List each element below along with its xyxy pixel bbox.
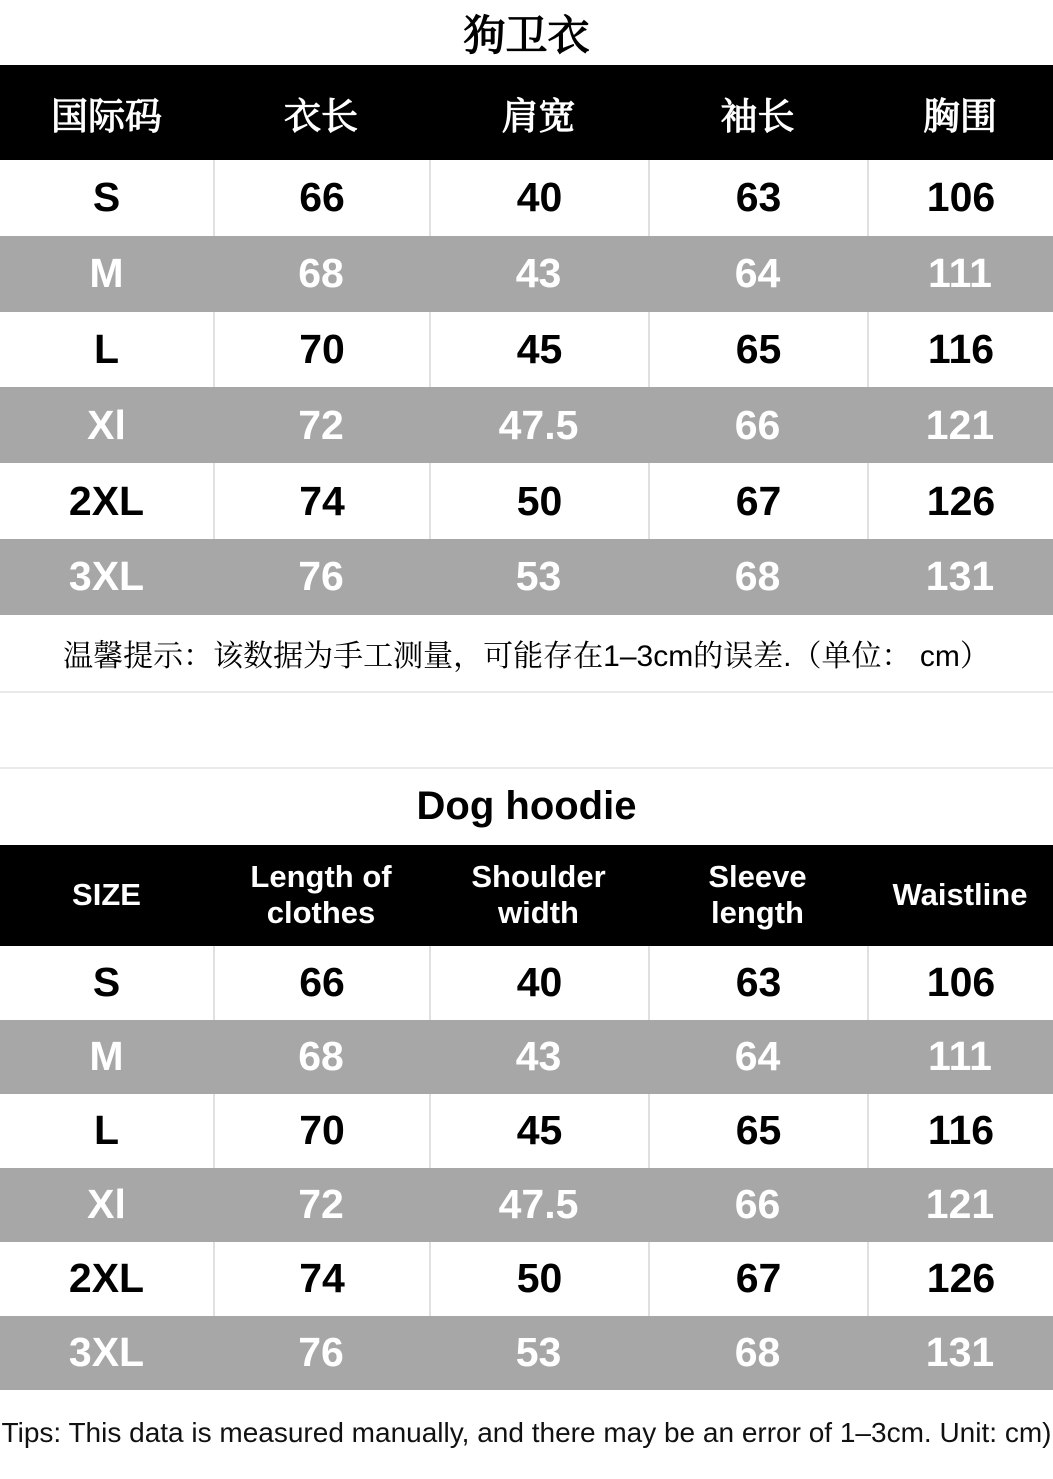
value-cell: 53 [515,1329,562,1376]
value-cell: 53 [515,553,562,600]
value-cell: 126 [867,463,1053,539]
value-cell: 68 [734,553,781,600]
size-chart-cn [0,65,1053,769]
size-chart-en [0,845,1053,1390]
table-row [0,1168,1053,1242]
table-header-row-cn [0,65,1053,160]
value-cell: 47.5 [498,401,579,448]
header-cell-chest: 胸围 [923,95,997,137]
value-cell: 66 [734,1181,781,1228]
value-cell: 66 [734,401,781,448]
value-cell: 126 [867,1242,1053,1316]
table-row [0,539,1053,615]
value-cell: 50 [429,463,648,539]
table-row [0,236,1053,312]
value-cell: 40 [429,946,648,1020]
page-title-cn: 狗卫衣 [463,11,590,59]
header-cell-waistline: Waistline [892,876,1028,912]
table-row [0,387,1053,463]
size-cell: L [93,1107,120,1154]
table-row [0,946,1053,1020]
header-cell-sleeve: 袖长 [720,95,795,137]
value-cell: 121 [925,401,995,448]
size-cell: Xl [87,1181,126,1228]
value-cell: 106 [867,946,1053,1020]
value-cell: 66 [213,946,429,1020]
header-cell-size: SIZE [72,876,141,912]
value-cell: 70 [213,312,429,388]
value-cell: 74 [213,463,429,539]
table-header-row-en [0,845,1053,946]
value-cell: 111 [928,1033,992,1080]
value-cell: 63 [648,946,867,1020]
table-row [0,1020,1053,1094]
size-cell: S [92,959,121,1006]
value-cell: 43 [515,1033,562,1080]
value-cell: 74 [213,1242,429,1316]
header-cell-shoulder: 肩宽 [501,95,576,137]
value-cell: 66 [213,160,429,236]
page-title-en: Dog hoodie [416,784,637,829]
value-cell: 43 [515,250,562,297]
size-cell: M [89,250,124,297]
table-row [0,463,1053,539]
value-cell: 68 [298,250,344,297]
value-cell: 72 [298,1181,344,1228]
measurement-tip-cn: 温馨提示：该数据为手工测量，可能存在1–3cm的误差.（单位： cm） [0,615,1053,693]
measurement-tip-en: Tips: This data is measured manually, and there may be an error of 1–3cm. Unit: cm) [0,1390,1053,1479]
value-cell: 116 [867,1094,1053,1168]
size-cell: 2XL [68,1255,145,1302]
empty-row [0,693,1053,769]
size-cell: 2XL [68,477,145,524]
size-cell: 3XL [68,1329,145,1376]
header-cell-length: Length of clothes [250,858,392,931]
size-cell: L [93,325,120,372]
value-cell: 65 [648,312,867,388]
header-cell-length: 衣长 [284,95,358,137]
value-cell: 67 [648,1242,867,1316]
value-cell: 72 [298,401,344,448]
value-cell: 45 [429,1094,648,1168]
value-cell: 131 [925,1329,995,1376]
value-cell: 67 [648,463,867,539]
size-cell: Xl [87,401,126,448]
value-cell: 45 [429,312,648,388]
header-cell-sleeve: Sleeve length [708,858,807,931]
value-cell: 47.5 [498,1181,579,1228]
table-row [0,312,1053,388]
value-cell: 63 [648,160,867,236]
table-row [0,1094,1053,1168]
value-cell: 50 [429,1242,648,1316]
value-cell: 76 [298,1329,344,1376]
size-cell: M [89,1033,124,1080]
value-cell: 70 [213,1094,429,1168]
value-cell: 111 [928,250,992,297]
value-cell: 65 [648,1094,867,1168]
table-row [0,1242,1053,1316]
value-cell: 64 [734,250,781,297]
value-cell: 121 [925,1181,995,1228]
table-row [0,160,1053,236]
header-cell-shoulder: Shoulder width [471,858,606,931]
value-cell: 40 [429,160,648,236]
value-cell: 106 [867,160,1053,236]
value-cell: 68 [298,1033,344,1080]
value-cell: 64 [734,1033,781,1080]
header-cell-size: 国际码 [51,95,162,137]
size-cell: 3XL [68,553,145,600]
value-cell: 68 [734,1329,781,1376]
value-cell: 131 [925,553,995,600]
value-cell: 76 [298,553,344,600]
size-cell: S [92,174,121,221]
table-row [0,1316,1053,1390]
value-cell: 116 [867,312,1053,388]
